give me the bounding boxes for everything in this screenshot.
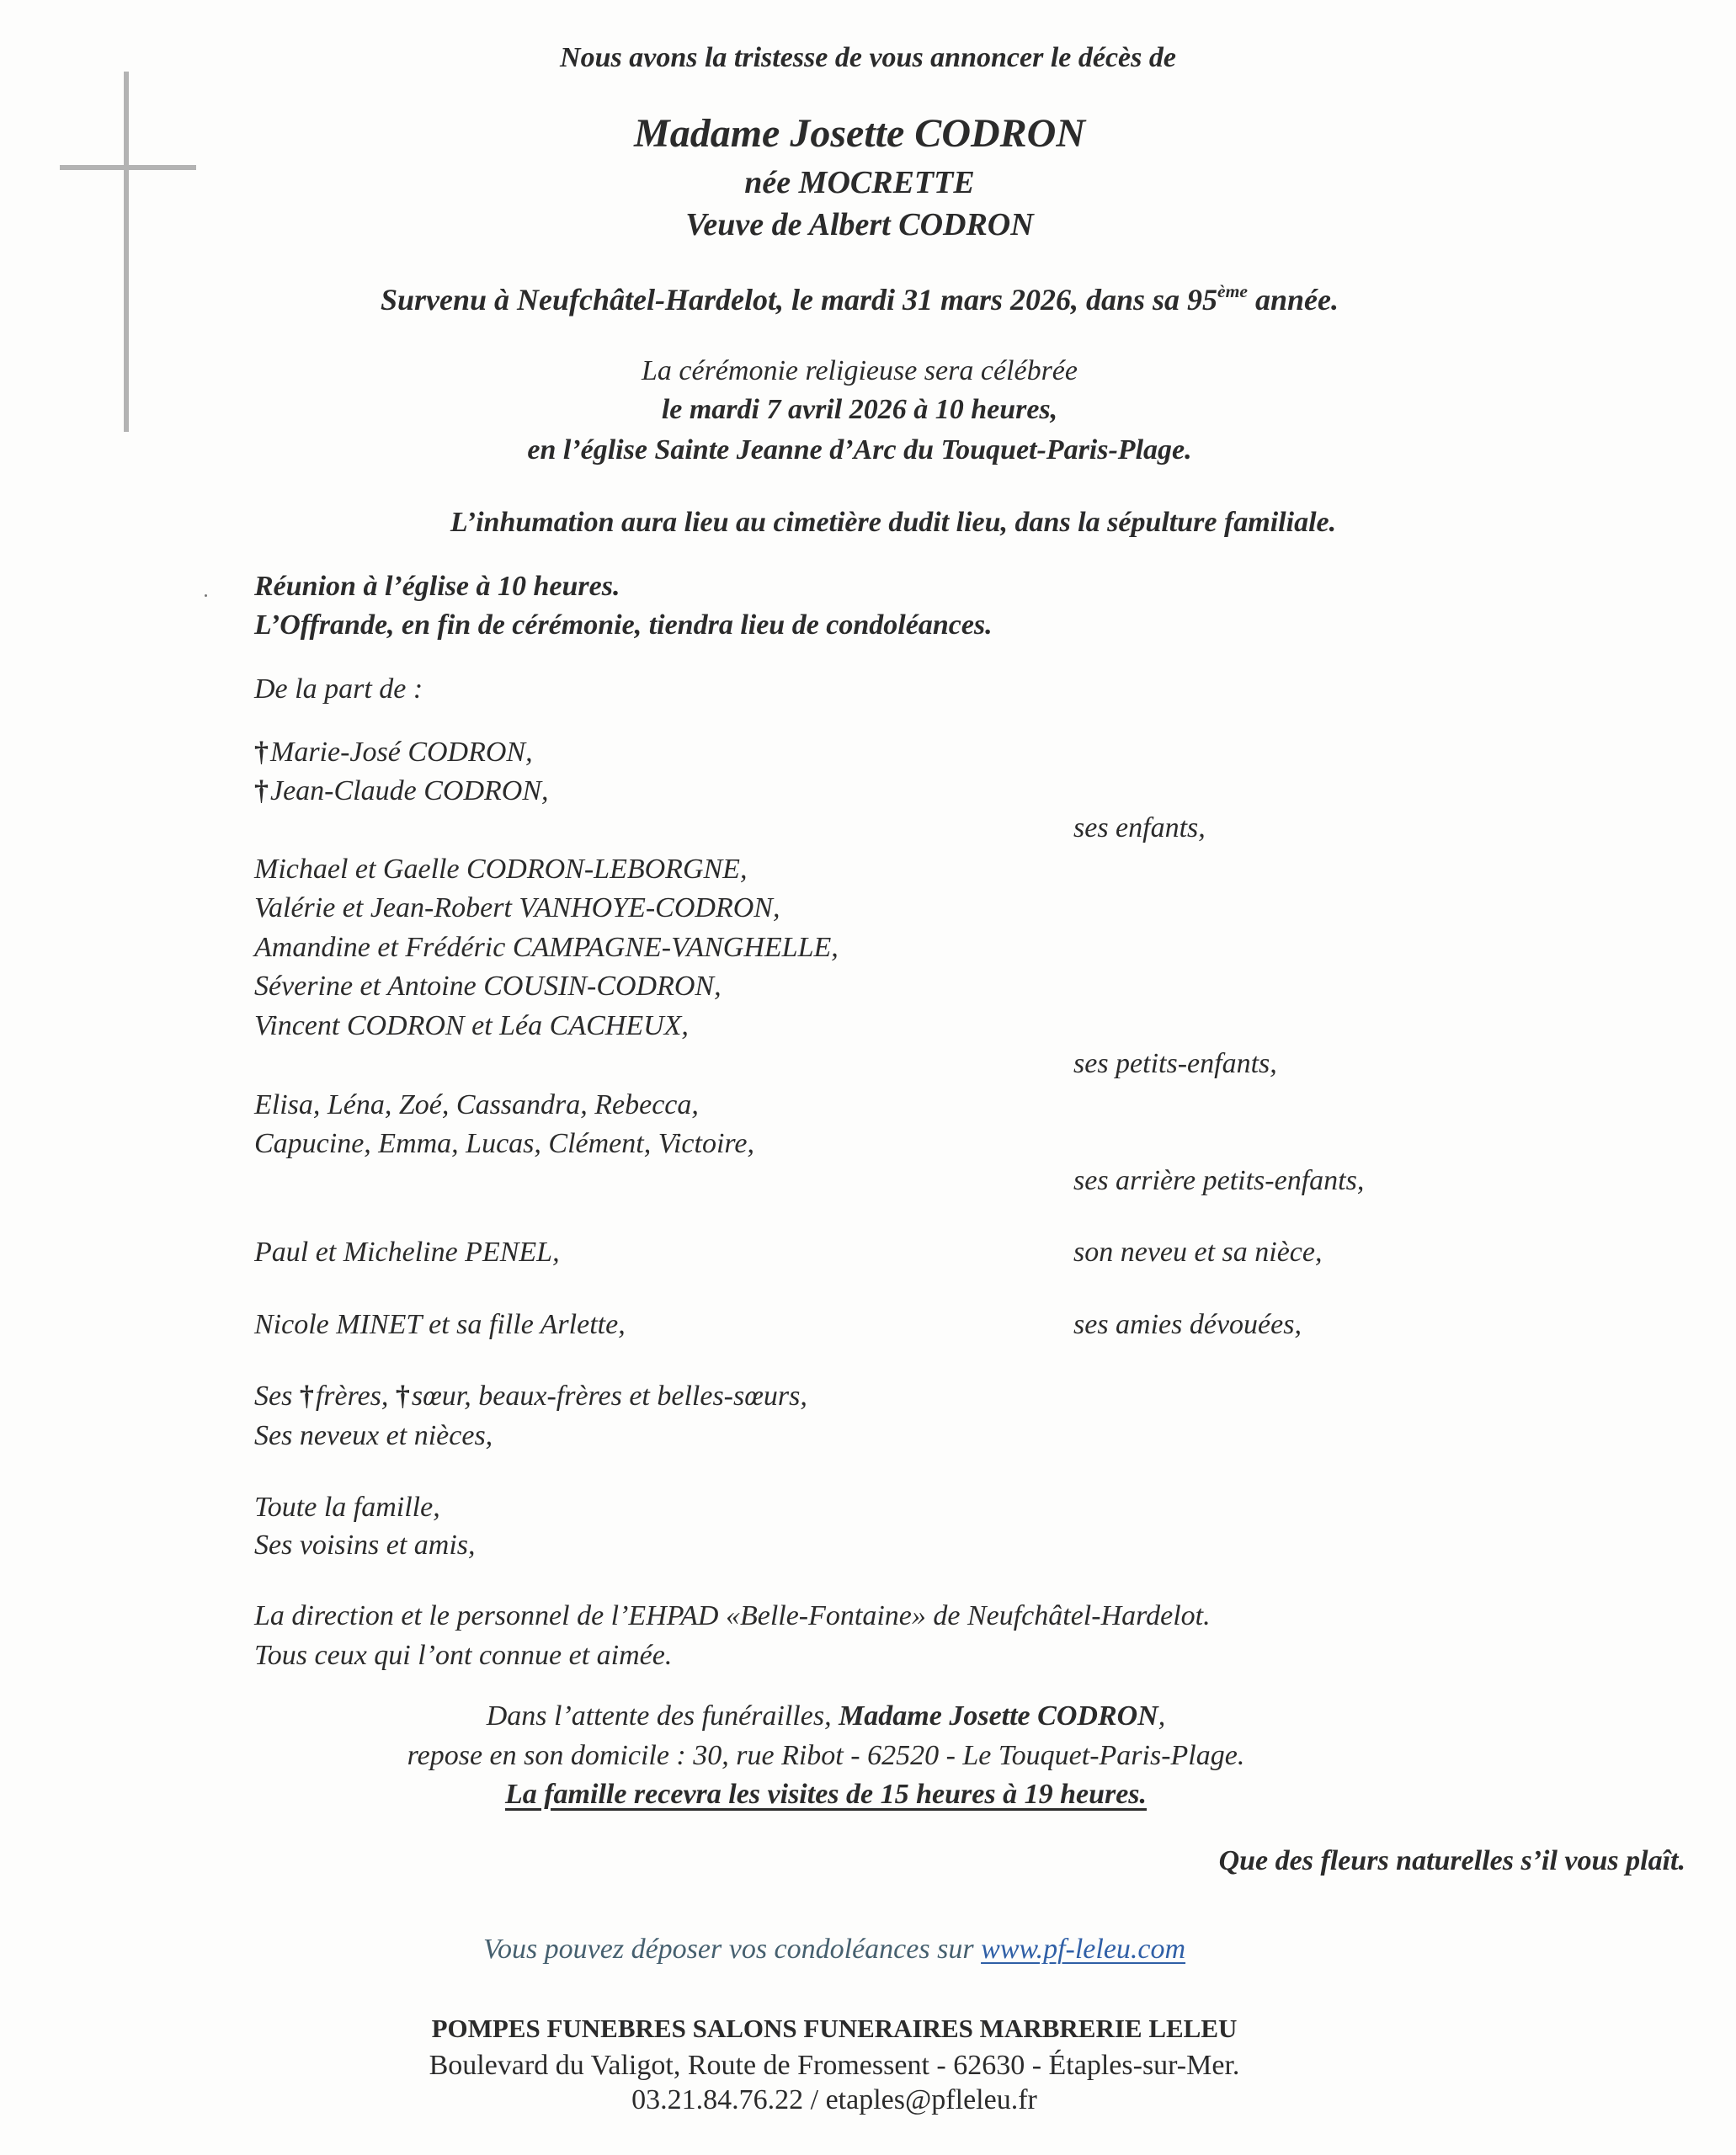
footer-contact: 03.21.84.76.22 / etaples@pfleleu.fr: [631, 2084, 1037, 2115]
siblings-entry: [254, 1382, 807, 1411]
footer-address: Boulevard du Valigot, Route de Fromessent - 62630 - Étaples-sur-Mer.: [429, 2050, 1240, 2081]
grandchild-entry: Séverine et Antoine COUSIN-CODRON,: [254, 971, 722, 1002]
maiden-name: née MOCRETTE: [744, 165, 975, 200]
death-superscript: ème: [1217, 280, 1249, 301]
grandchild-entry: Vincent CODRON et Léa CACHEUX,: [254, 1010, 689, 1041]
child-name: Jean-Claude CODRON,: [270, 775, 549, 806]
neighbors-entry: Ses voisins et amis,: [254, 1530, 476, 1561]
condolences-text: Vous pouvez déposer vos condoléances sur: [482, 1934, 982, 1965]
condolences-line: [0, 1935, 1702, 1964]
dagger-icon: †: [395, 1381, 410, 1412]
rest-text: Dans l’attente des funérailles,: [486, 1700, 839, 1732]
grandchild-entry: Amandine et Frédéric CAMPAGNE-VANGHELLE,: [254, 932, 839, 963]
visits-line: [0, 1780, 1694, 1809]
footer-company: POMPES FUNEBRES SALONS FUNERAIRES MARBRERIE LELEU: [431, 2014, 1238, 2043]
grandchildren-label: ses petits-enfants,: [1073, 1048, 1277, 1079]
rest-name: Madame Josette CODRON: [839, 1700, 1158, 1732]
ehpad-entry: La direction et le personnel de l’EHPAD «Belle-Fontaine» de Neufchâtel-Hardelot.: [254, 1600, 1211, 1631]
child-entry: [254, 777, 549, 806]
siblings-rest: sœur, beaux-frères et belles-sœurs,: [411, 1381, 807, 1412]
child-name: Marie-José CODRON,: [270, 737, 533, 768]
rest-comma: ,: [1158, 1700, 1166, 1732]
child-entry: [254, 738, 533, 767]
ceremony-line-1: La cérémonie religieuse sera célébrée: [641, 355, 1078, 386]
flowers-note: Que des fleurs naturelles s’il vous plaît.: [1218, 1845, 1685, 1876]
ceremony-line-3: en l’église Sainte Jeanne d’Arc du Touquet-Paris-Plage.: [527, 434, 1192, 466]
widow-of: Veuve de Albert CODRON: [685, 207, 1034, 242]
grandchild-entry: Valérie et Jean-Robert VANHOYE-CODRON,: [254, 892, 780, 923]
death-text: Survenu à Neufchâtel-Hardelot, le mardi 31 mars 2026, dans sa 95: [380, 283, 1218, 317]
great-grandchildren-label: ses arrière petits-enfants,: [1073, 1165, 1365, 1196]
deceased-name: Madame Josette CODRON: [634, 111, 1085, 156]
siblings-brothers: frères,: [315, 1381, 396, 1412]
whole-family-entry: Toute la famille,: [254, 1492, 440, 1523]
ceremony-line-2: le mardi 7 avril 2026 à 10 heures,: [661, 394, 1058, 425]
burial-text: L’inhumation aura lieu au cimetière dudit lieu, dans la sépulture familiale.: [450, 507, 1337, 538]
great-grandchildren-line: Elisa, Léna, Zoé, Cassandra, Rebecca,: [254, 1089, 699, 1120]
visits-text: La famille recevra les visites de 15 heures à 19 heures.: [504, 1779, 1148, 1810]
meeting-line-2: L’Offrande, en fin de cérémonie, tiendra lieu de condoléances.: [254, 609, 993, 641]
scan-speck: [205, 594, 207, 597]
intro-text: Nous avons la tristesse de vous annoncer le décès de: [560, 42, 1176, 73]
death-text-end: année.: [1248, 283, 1339, 317]
death-statement: [0, 280, 1728, 317]
friends-entry: Nicole MINET et sa fille Arlette,: [254, 1309, 626, 1340]
grandchild-entry: Michael et Gaelle CODRON-LEBORGNE,: [254, 854, 748, 885]
from-label: De la part de :: [254, 673, 423, 705]
meeting-line-1: Réunion à l’église à 10 heures.: [254, 571, 620, 602]
nephew-niece-entry: Paul et Micheline PENEL,: [254, 1237, 560, 1268]
rest-line-1: [0, 1702, 1694, 1731]
condolences-link[interactable]: www.pf-leleu.com: [981, 1934, 1186, 1965]
nephew-niece-label: son neveu et sa nièce,: [1073, 1237, 1323, 1268]
children-label: ses enfants,: [1073, 812, 1206, 843]
great-grandchildren-line: Capucine, Emma, Lucas, Clément, Victoire,: [254, 1128, 754, 1159]
siblings-prefix: Ses: [254, 1381, 300, 1412]
dagger-icon: †: [254, 775, 269, 806]
rest-line-2: repose en son domicile : 30, rue Ribot - 62520 - Le Touquet-Paris-Plage.: [407, 1740, 1245, 1771]
all-who-entry: Tous ceux qui l’ont connue et aimée.: [254, 1640, 673, 1671]
friends-label: ses amies dévouées,: [1073, 1309, 1302, 1340]
dagger-icon: †: [254, 737, 269, 768]
dagger-icon: †: [299, 1381, 314, 1412]
nephews-entry: Ses neveux et nièces,: [254, 1420, 493, 1451]
